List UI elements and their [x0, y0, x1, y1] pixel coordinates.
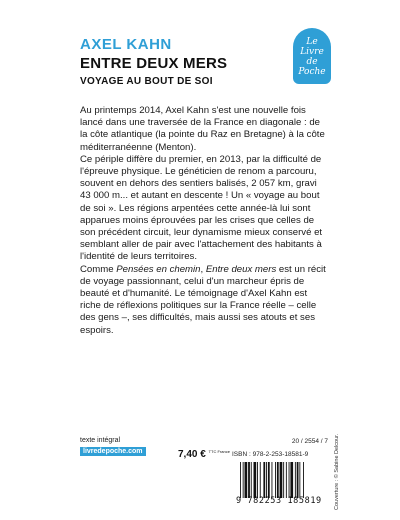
barcode-bar — [254, 462, 257, 498]
logo-line: Poche — [298, 67, 326, 77]
blurb-paragraph: Au printemps 2014, Axel Kahn s'est une nouvelle fois lancé dans une traversée de la France en diagonale : de la côte atlantique (la pointe du Raz en Bretagne) à la côte méditerranéenne (Menton). — [80, 105, 325, 153]
isbn: ISBN : 978-2-253-18581-9 — [232, 451, 309, 458]
barcode-bar — [266, 462, 267, 498]
price-note: TTC France — [208, 449, 230, 454]
blurb-paragraph: Ce périple diffère du premier, en 2013, par la difficulté de l'épreuve physique. Le généticien de renom a parcouru, souvent en dehors des sentiers balisés, 2 057 km, gravi 43 000 m... et autant en descente ! Un « voyage au bout de soi ». Les régions arpentées cette année-là lui sont apparues moins éprouvées par les crises que celles de son précédent circuit, leur dynamisme mieux conservé et semblant aller de pair avec l'attachement des habitants à l'identité de leurs territoires. — [80, 153, 323, 263]
barcode-bar — [263, 462, 265, 498]
barcode — [238, 462, 328, 498]
price — [178, 449, 230, 460]
barcode-bar — [275, 462, 276, 498]
cover-credit: Couverture : © Sabine Delcour. — [334, 433, 340, 510]
blurb-paragraph — [80, 264, 330, 337]
barcode-bar — [283, 462, 284, 498]
barcode-bar — [303, 462, 304, 498]
barcode-bar — [297, 462, 299, 498]
barcode-bar — [245, 462, 248, 498]
texte-integral-label: texte intégral — [80, 437, 121, 444]
barcode-bar — [257, 462, 258, 498]
back-cover-blurb — [80, 105, 330, 337]
author-name: AXEL KAHN — [80, 36, 172, 53]
blurb-text: est un récit de voyage passionnant, celui d'un marcheur épris de beauté et d'humanité. Le témoignage d'Axel Kahn est riche de réflexions politiques sur la France réelle – celle des gens –, ses difficultés, mais aussi ses atouts et ses espoirs. — [80, 263, 326, 336]
website-link[interactable]: livredepoche.com — [80, 447, 146, 456]
book-title: ENTRE DEUX MERS — [80, 55, 228, 72]
logo-line: de — [306, 57, 318, 67]
logo-line: Le — [306, 37, 318, 47]
barcode-bar — [260, 462, 261, 498]
book-reference: Entre deux mers — [205, 263, 277, 275]
barcode-bar — [251, 462, 252, 498]
barcode-number: 9 782253 185819 — [236, 496, 322, 506]
edition-code: 20 / 2554 / 7 — [291, 438, 328, 445]
barcode-bar — [295, 462, 296, 498]
logo-line: Livre — [300, 47, 324, 57]
barcode-bar — [299, 462, 300, 498]
barcode-bar — [243, 462, 244, 498]
barcode-bar — [268, 462, 270, 498]
footer-left — [80, 437, 146, 456]
barcode-bar — [277, 462, 279, 498]
publisher-logo — [293, 28, 331, 84]
blurb-text: , — [200, 263, 206, 275]
barcode-bar — [289, 462, 290, 498]
blurb-text: Comme — [80, 263, 117, 275]
price-value: 7,40 € — [178, 449, 206, 460]
barcode-bar — [280, 462, 283, 498]
barcode-bar — [290, 462, 293, 498]
barcode-bar — [272, 462, 273, 498]
barcode-bar — [286, 462, 287, 498]
book-reference: Pensées en chemin — [116, 263, 201, 275]
barcode-bar — [240, 462, 241, 498]
barcode-bar — [248, 462, 250, 498]
book-subtitle: VOYAGE AU BOUT DE SOI — [80, 76, 213, 87]
